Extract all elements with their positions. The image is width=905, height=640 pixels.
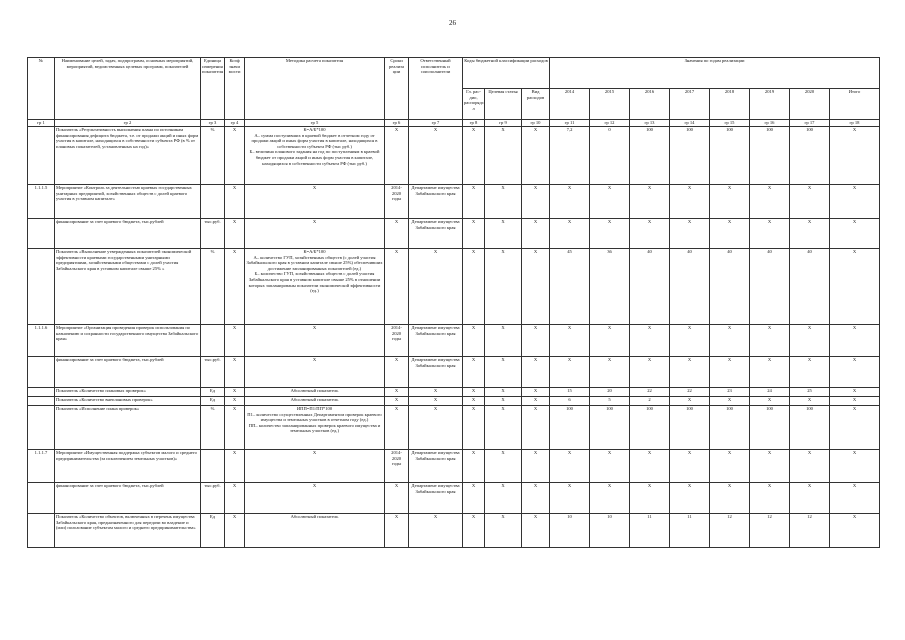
header-year: 2017 xyxy=(670,89,710,120)
table-cell: X xyxy=(670,397,710,406)
table-cell: Мероприятие «Организация проведения проверок использования по назначению и сохранности государственного имущества Забайкальского края» xyxy=(55,325,201,357)
table-cell: X xyxy=(463,450,485,483)
table-cell: X xyxy=(830,514,880,548)
table-row xyxy=(28,397,880,406)
table-cell xyxy=(28,483,55,514)
table-cell: X xyxy=(485,325,522,357)
table-cell xyxy=(201,185,225,219)
table-cell: X xyxy=(385,514,409,548)
header-year: 2019 xyxy=(750,89,790,120)
column-number: гр 1 xyxy=(28,120,55,127)
table-cell: X xyxy=(630,325,670,357)
table-cell: X xyxy=(830,249,880,325)
table-cell: X xyxy=(590,450,630,483)
table-cell: X xyxy=(225,514,245,548)
table-cell xyxy=(28,406,55,450)
table-cell: X xyxy=(385,249,409,325)
table-row xyxy=(28,185,880,219)
column-number: гр 18 xyxy=(830,120,880,127)
table-cell: X xyxy=(385,357,409,388)
table-cell: финансирование за счет краевого бюджета, тыс.рублей xyxy=(55,357,201,388)
table-cell: X xyxy=(750,397,790,406)
table-cell: Абсолютный показатель xyxy=(245,397,385,406)
table-cell: Показатель «Результативность выполнения плана по источникам финансирования дефицита бюджета, т.е. от продажи акций и иных форм участия в капитале, находящихся в собственности субъекта РФ (в % от плановых показателей, установленных на год)» xyxy=(55,127,201,185)
table-cell: 12 xyxy=(790,514,830,548)
header-year: 2016 xyxy=(630,89,670,120)
table-cell: Ед xyxy=(201,514,225,548)
table-row xyxy=(28,388,880,397)
table-cell: 2 xyxy=(630,397,670,406)
table-cell: X xyxy=(225,357,245,388)
table-cell: К=А/Б*100 А– сумма поступивших в краевой бюджет в отчетном году от продажи акций и иных форм участия в капитале, находящихся в собственности субъекта РФ (тыс руб.) Б– величина планового задания на год по поступлениям в краевой бюджет от продажи акций и иных форм участия в капитале, находящихся в собственности субъекта РФ (тыс руб.) xyxy=(245,127,385,185)
table-cell: X xyxy=(670,185,710,219)
table-cell: X xyxy=(463,325,485,357)
column-number: гр 13 xyxy=(630,120,670,127)
table-cell: X xyxy=(522,127,550,185)
table-cell: X xyxy=(485,483,522,514)
table-cell: X xyxy=(245,325,385,357)
table-cell: X xyxy=(485,514,522,548)
table-cell: X xyxy=(710,397,750,406)
table-cell: 36 xyxy=(590,249,630,325)
table-cell: Абсолютный показатель xyxy=(245,388,385,397)
table-cell: X xyxy=(485,219,522,249)
table-cell: X xyxy=(590,219,630,249)
table-cell: X xyxy=(522,450,550,483)
table-cell: 20 xyxy=(590,388,630,397)
header-unit: Единица измерения показателя xyxy=(201,58,225,120)
table-cell: X xyxy=(750,325,790,357)
column-number: гр 12 xyxy=(590,120,630,127)
table-cell: X xyxy=(670,219,710,249)
table-cell: X xyxy=(830,325,880,357)
table-cell: X xyxy=(245,450,385,483)
table-cell: 1.1.1.7 xyxy=(28,450,55,483)
table-cell: X xyxy=(485,388,522,397)
table-cell: 45 xyxy=(550,249,590,325)
table-cell: X xyxy=(750,185,790,219)
table-cell: X xyxy=(463,514,485,548)
table-row xyxy=(28,249,880,325)
table-row xyxy=(28,127,880,185)
table-cell: X xyxy=(225,397,245,406)
table-cell: X xyxy=(710,483,750,514)
table-cell: 0 xyxy=(590,127,630,185)
table-cell: X xyxy=(790,450,830,483)
table-cell: X xyxy=(830,219,880,249)
table-row xyxy=(28,219,880,249)
table-cell: X xyxy=(790,397,830,406)
table-cell: X xyxy=(830,185,880,219)
table-cell: Показатель «Количество плановых проверок» xyxy=(55,388,201,397)
program-indicators-table xyxy=(27,57,880,548)
table-cell: 2014- 2020 годы xyxy=(385,185,409,219)
table-cell: X xyxy=(550,357,590,388)
table-cell: X xyxy=(225,185,245,219)
table-cell: 11 xyxy=(630,514,670,548)
table-cell: Департамент имущества Забайкальского края xyxy=(409,185,463,219)
table-cell: тыс.руб. xyxy=(201,483,225,514)
column-number: гр 4 xyxy=(225,120,245,127)
table-cell: X xyxy=(630,450,670,483)
table-cell: X xyxy=(830,127,880,185)
table-cell xyxy=(28,249,55,325)
table-cell: X xyxy=(590,483,630,514)
table-cell: X xyxy=(750,219,790,249)
header-year: 2014 xyxy=(550,89,590,120)
table-cell: X xyxy=(522,357,550,388)
table-cell: X xyxy=(225,388,245,397)
table-cell: X xyxy=(710,185,750,219)
table-cell: X xyxy=(710,219,750,249)
table-cell: Департамент имущества Забайкальского края xyxy=(409,357,463,388)
table-cell: X xyxy=(385,406,409,450)
table-cell: X xyxy=(385,397,409,406)
table-cell: X xyxy=(670,483,710,514)
table-cell: % xyxy=(201,127,225,185)
table-cell: 100 xyxy=(710,406,750,450)
header-values-by-year: Значения по годам реализации xyxy=(550,58,880,89)
table-cell: 5 xyxy=(590,397,630,406)
header-method: Методика расчета показателя xyxy=(245,58,385,120)
table-row xyxy=(28,325,880,357)
table-cell: Показатель «Исполнение плана проверок» xyxy=(55,406,201,450)
table-cell: X xyxy=(485,249,522,325)
table-cell: 100 xyxy=(790,127,830,185)
table-cell: 11 xyxy=(670,514,710,548)
table-row xyxy=(28,450,880,483)
table-cell: % xyxy=(201,249,225,325)
table-cell: X xyxy=(630,185,670,219)
header-code-col: Гл. рас- дио, распорядс л xyxy=(463,89,485,120)
header-year: Итого xyxy=(830,89,880,120)
header-name: Наименование целей, задач, подпрограмм, основных мероприятий, мероприятий, ведомственных целевых программ, показателей xyxy=(55,58,201,120)
header-code-col: Вид расходов xyxy=(522,89,550,120)
table-cell: К=А/Б*100 А– количество ГУП, хозяйственных обществ (с долей участия Забайкальского края в уставном капитале свыше 25%) обеспечивших достижение запланированных показателей (ед.) Б– количество ГУП, хозяйственных обществ с долей участия Забайкальского края в уставном капитале свыше 25% в отношении которых запланированы показатели экономической эффективности (ед.) xyxy=(245,249,385,325)
table-cell: X xyxy=(670,450,710,483)
table-cell: 1.1.1.6 xyxy=(28,325,55,357)
header-responsible: Ответственный исполнитель и соисполнители xyxy=(409,58,463,120)
table-cell: X xyxy=(245,357,385,388)
table-cell xyxy=(28,397,55,406)
table-row xyxy=(28,514,880,548)
table-cell: Мероприятие «Контроль за деятельностью краевых государственных унитарных предприятий, хозяйственных обществ с долей краевого участия в уставном капитале» xyxy=(55,185,201,219)
table-cell: X xyxy=(750,450,790,483)
table-cell: 2014- 2020 годы xyxy=(385,325,409,357)
table-cell: X xyxy=(790,325,830,357)
table-cell: X xyxy=(409,514,463,548)
table-cell: Показатель «Выполнение утвержденных показателей экономической эффективности краевыми государственными унитарными предприятиями, хозяйственными обществами с долей участия Забайкальского края в уставном капитале свыше 25% » xyxy=(55,249,201,325)
table-cell: X xyxy=(225,219,245,249)
table-cell: X xyxy=(225,325,245,357)
page-number: 26 xyxy=(449,19,456,27)
table-cell: 7,2 xyxy=(550,127,590,185)
table-cell: X xyxy=(710,325,750,357)
table-cell: X xyxy=(385,127,409,185)
table-cell: X xyxy=(463,406,485,450)
table-cell: X xyxy=(409,406,463,450)
column-number: гр 14 xyxy=(670,120,710,127)
table-cell: 40 xyxy=(630,249,670,325)
column-number: гр 11 xyxy=(550,120,590,127)
table-cell: X xyxy=(630,357,670,388)
table-cell: X xyxy=(550,450,590,483)
table-cell: Ед xyxy=(201,388,225,397)
table-cell: X xyxy=(670,325,710,357)
table-cell: X xyxy=(522,325,550,357)
table-cell: X xyxy=(385,483,409,514)
table-cell: X xyxy=(670,357,710,388)
table-cell: X xyxy=(522,219,550,249)
header-budget-codes: Коды бюджетной классификации расходов xyxy=(463,58,550,89)
table-cell: X xyxy=(463,483,485,514)
table-cell: X xyxy=(522,249,550,325)
table-cell: X xyxy=(463,127,485,185)
table-cell: тыс.руб. xyxy=(201,219,225,249)
header-code-col: Целевая статья xyxy=(485,89,522,120)
table-cell: 23 xyxy=(710,388,750,397)
table-cell: X xyxy=(463,219,485,249)
column-number: гр 9 xyxy=(485,120,522,127)
table-cell: 100 xyxy=(750,127,790,185)
table-cell: 40 xyxy=(710,249,750,325)
table-cell: X xyxy=(409,388,463,397)
table-cell: 100 xyxy=(550,406,590,450)
table-cell xyxy=(201,325,225,357)
table-cell: 100 xyxy=(750,406,790,450)
table-cell: X xyxy=(630,483,670,514)
table-cell: X xyxy=(790,219,830,249)
table-cell: 22 xyxy=(630,388,670,397)
table-cell: X xyxy=(522,397,550,406)
header-year: 2018 xyxy=(710,89,750,120)
table-cell: X xyxy=(409,397,463,406)
table-cell: 100 xyxy=(630,406,670,450)
table-row xyxy=(28,483,880,514)
column-number: гр 2 xyxy=(55,120,201,127)
table-cell: X xyxy=(463,249,485,325)
table-cell: X xyxy=(463,185,485,219)
table-cell: 1.1.1.5 xyxy=(28,185,55,219)
table-cell: X xyxy=(485,397,522,406)
table-cell: X xyxy=(485,357,522,388)
table-cell: 12 xyxy=(710,514,750,548)
table-cell: 24 xyxy=(750,388,790,397)
table-cell: X xyxy=(409,127,463,185)
table-cell: X xyxy=(630,219,670,249)
table-cell: X xyxy=(385,388,409,397)
table-cell: X xyxy=(522,185,550,219)
table-cell: X xyxy=(830,483,880,514)
table-cell: X xyxy=(830,450,880,483)
table-cell: X xyxy=(485,450,522,483)
table-cell: 40 xyxy=(750,249,790,325)
table-cell: 2014- 2020 годы xyxy=(385,450,409,483)
table-cell: 40 xyxy=(790,249,830,325)
header-year: 2015 xyxy=(590,89,630,120)
table-cell: X xyxy=(225,249,245,325)
table-cell: Показатель «Количество внеплановых проверок» xyxy=(55,397,201,406)
table-cell: 100 xyxy=(590,406,630,450)
table-cell: X xyxy=(830,388,880,397)
column-number: гр 6 xyxy=(385,120,409,127)
table-cell: тыс.руб. xyxy=(201,357,225,388)
table-cell: X xyxy=(485,127,522,185)
column-number: гр 3 xyxy=(201,120,225,127)
table-cell: Департамент имущества Забайкальского края xyxy=(409,483,463,514)
table-cell: ИПП=П1/ПП*100 П1– количество осуществленных Департаментом проверок краевого имущества и земельных участков в отчетном году (ед.) ПП– количество запланированных проверок краевого имущества и земельных участков (ед.) xyxy=(245,406,385,450)
table-cell: X xyxy=(522,483,550,514)
table-cell: 100 xyxy=(630,127,670,185)
table-cell: Ед xyxy=(201,397,225,406)
table-cell: X xyxy=(590,185,630,219)
table-cell: Абсолютный показатель xyxy=(245,514,385,548)
table-cell: X xyxy=(225,483,245,514)
table-cell: X xyxy=(590,325,630,357)
table-cell: X xyxy=(463,357,485,388)
table-cell xyxy=(201,450,225,483)
table-cell: X xyxy=(790,185,830,219)
table-cell: Показатель «Количество объектов, включенных в перечень имущества Забайкальского края, предназначенного для передачи во владение и (или) пользование субъектам малого и среднего предпринимательства» xyxy=(55,514,201,548)
table-cell: 100 xyxy=(710,127,750,185)
table-cell: финансирование за счет краевого бюджета, тыс.рублей xyxy=(55,219,201,249)
table-cell: X xyxy=(550,325,590,357)
table-cell: 100 xyxy=(790,406,830,450)
header-coef: Коэф значи мости xyxy=(225,58,245,120)
table-cell: X xyxy=(409,249,463,325)
table-cell: X xyxy=(830,406,880,450)
table-cell: X xyxy=(225,127,245,185)
table-cell: X xyxy=(485,185,522,219)
table-cell: X xyxy=(385,219,409,249)
header-terms: Сроки реализа ции xyxy=(385,58,409,120)
table-cell: X xyxy=(225,450,245,483)
table-cell: X xyxy=(750,357,790,388)
table-cell: % xyxy=(201,406,225,450)
column-number: гр 10 xyxy=(522,120,550,127)
table-cell: 100 xyxy=(670,127,710,185)
table-cell: 12 xyxy=(750,514,790,548)
table-cell: 25 xyxy=(790,388,830,397)
column-number: гр 7 xyxy=(409,120,463,127)
table-cell: X xyxy=(463,388,485,397)
table-cell: X xyxy=(463,397,485,406)
table-cell: X xyxy=(710,357,750,388)
table-cell: 10 xyxy=(590,514,630,548)
table-cell: X xyxy=(245,185,385,219)
column-number: гр 5 xyxy=(245,120,385,127)
column-number: гр 8 xyxy=(463,120,485,127)
table-cell: X xyxy=(750,483,790,514)
table-cell: финансирование за счет краевого бюджета, тыс.рублей xyxy=(55,483,201,514)
column-number: гр 16 xyxy=(750,120,790,127)
header-num: № xyxy=(28,58,55,120)
table-cell: 22 xyxy=(670,388,710,397)
table-cell: X xyxy=(790,483,830,514)
table-cell: X xyxy=(485,406,522,450)
table-cell: X xyxy=(245,219,385,249)
table-cell: X xyxy=(245,483,385,514)
table-cell: X xyxy=(830,397,880,406)
table-row xyxy=(28,406,880,450)
table-cell: 6 xyxy=(550,397,590,406)
table-cell xyxy=(28,357,55,388)
table-cell: Департамент имущества Забайкальского края xyxy=(409,219,463,249)
table-cell xyxy=(28,219,55,249)
table-row xyxy=(28,357,880,388)
table-cell: X xyxy=(830,357,880,388)
table-cell: X xyxy=(710,450,750,483)
table-cell: Департамент имущества Забайкальского края xyxy=(409,325,463,357)
table-cell: X xyxy=(550,219,590,249)
table-cell: 10 xyxy=(550,514,590,548)
table-cell: X xyxy=(790,357,830,388)
table-cell: X xyxy=(522,406,550,450)
table-cell: 100 xyxy=(670,406,710,450)
table-cell xyxy=(28,514,55,548)
table-cell: 15 xyxy=(550,388,590,397)
table-cell: Департамент имущества Забайкальского края xyxy=(409,450,463,483)
table-cell: X xyxy=(590,357,630,388)
table-cell: 40 xyxy=(670,249,710,325)
table-cell xyxy=(28,388,55,397)
table-cell: X xyxy=(522,514,550,548)
table-cell: X xyxy=(550,185,590,219)
column-number: гр 17 xyxy=(790,120,830,127)
table-cell: X xyxy=(550,483,590,514)
header-year: 2020 xyxy=(790,89,830,120)
table-cell: X xyxy=(522,388,550,397)
column-number: гр 15 xyxy=(710,120,750,127)
table-cell: Мероприятие «Имущественная поддержка субъектов малого и среднего предпринимательства (за исключением земельных участков)» xyxy=(55,450,201,483)
table-cell: X xyxy=(225,406,245,450)
table-cell xyxy=(28,127,55,185)
